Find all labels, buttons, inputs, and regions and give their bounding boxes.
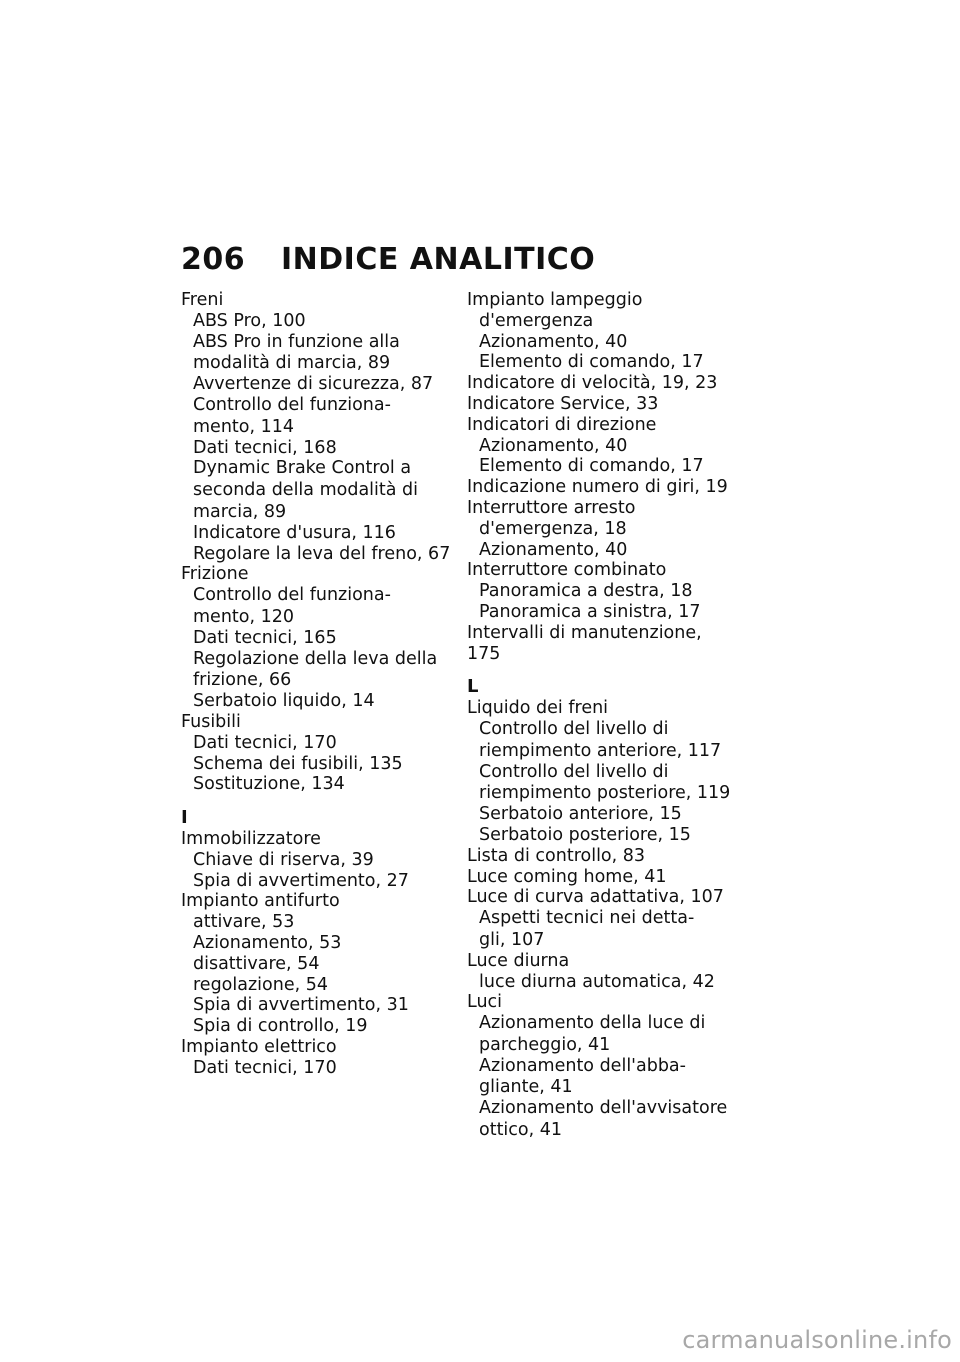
- page-header: [181, 242, 595, 277]
- index-subentry: Regolare la leva del freno, 67: [193, 543, 451, 564]
- index-subentry: modalità di marcia, 89: [193, 353, 391, 374]
- index-subentry: ABS Pro in funzione alla: [193, 331, 400, 352]
- index-subentry: Azionamento dell'abba-: [479, 1055, 686, 1076]
- index-subentry: mento, 114: [193, 416, 295, 437]
- index-subentry: disattivare, 54: [193, 953, 320, 974]
- index-entry: Indicatori di direzione: [467, 414, 657, 435]
- index-entry: Impianto antifurto: [181, 891, 340, 912]
- index-subentry: Chiave di riserva, 39: [193, 849, 374, 870]
- index-subentry: Sostituzione, 134: [193, 774, 345, 795]
- index-subentry: parcheggio, 41: [479, 1034, 611, 1055]
- index-entry: Lista di controllo, 83: [467, 845, 646, 866]
- index-subentry: Indicatore d'usura, 116: [193, 522, 396, 543]
- index-subentry: Elemento di comando, 17: [479, 352, 704, 373]
- index-subentry: Controllo del livello di: [479, 718, 669, 739]
- index-subentry: Azionamento della luce di: [479, 1013, 706, 1034]
- index-subentry: Spia di avvertimento, 27: [193, 870, 409, 891]
- index-entry: Luci: [467, 992, 503, 1013]
- index-entry: Intervalli di manutenzione, 175: [467, 622, 702, 664]
- index-subentry: Controllo del funziona-: [193, 394, 391, 415]
- index-subentry: Aspetti tecnici nei detta-: [479, 908, 695, 929]
- index-subentry: Dati tecnici, 170: [193, 1057, 337, 1078]
- index-entry: Impianto lampeggio: [467, 290, 643, 310]
- index-subentry: ABS Pro, 100: [193, 310, 306, 331]
- index-subentry: Dynamic Brake Control a: [193, 458, 412, 479]
- index-entry: Luce coming home, 41: [467, 866, 667, 887]
- page-number: 206: [181, 242, 246, 277]
- index-subentry: Elemento di comando, 17: [479, 456, 704, 477]
- index-subentry: Controllo del livello di: [479, 761, 669, 782]
- index-subentry: Spia di controllo, 19: [193, 1016, 368, 1037]
- index-subentry: regolazione, 54: [193, 974, 328, 995]
- index-entry: Interruttore arresto: [467, 497, 636, 518]
- page-title: INDICE ANALITICO: [281, 242, 596, 277]
- index-subentry: Azionamento dell'avvisatore: [479, 1098, 728, 1119]
- index-subentry: Panoramica a destra, 18: [479, 581, 693, 602]
- index-entry: Liquido dei freni: [467, 698, 609, 719]
- index-subentry: Azionamento, 40: [479, 539, 628, 560]
- section-gap: [181, 795, 451, 802]
- index-subentry: luce diurna automatica, 42: [479, 971, 715, 992]
- index-entry: Luce diurna: [467, 950, 570, 971]
- index-subentry: d'emergenza, 18: [479, 518, 627, 539]
- index-letter-heading: L: [467, 676, 479, 698]
- index-entry: Freni: [181, 290, 224, 310]
- index-subentry: Dati tecnici, 165: [193, 627, 337, 648]
- index-subentry: Azionamento, 53: [193, 932, 342, 953]
- index-entry: Interruttore combinato: [467, 560, 667, 581]
- index-subentry: riempimento anteriore, 117: [479, 740, 722, 761]
- index-subentry: gliante, 41: [479, 1077, 573, 1098]
- index-letter-heading: I: [181, 807, 188, 829]
- index-entry: Luce di curva adattativa, 107: [467, 887, 724, 908]
- index-entry: Immobilizzatore: [181, 828, 321, 849]
- index-subentry: Azionamento, 40: [479, 435, 628, 456]
- index-subentry: Serbatoio posteriore, 15: [479, 824, 691, 845]
- watermark: carmanualsonline.info: [682, 1326, 952, 1354]
- index-entry: Frizione: [181, 564, 249, 585]
- index-subentry: Spia di avvertimento, 31: [193, 995, 409, 1016]
- index-subentry: Controllo del funziona-: [193, 585, 391, 606]
- index-subentry: Azionamento, 40: [479, 331, 628, 352]
- index-entry: Indicatore Service, 33: [467, 393, 659, 414]
- index-subentry: Schema dei fusibili, 135: [193, 753, 403, 774]
- index-entry: Fusibili: [181, 711, 241, 732]
- index-subentry: Regolazione della leva della: [193, 648, 438, 669]
- index-subentry: mento, 120: [193, 606, 295, 627]
- index-subentry: Panoramica a sinistra, 17: [479, 601, 701, 622]
- index-subentry: d'emergenza: [479, 310, 594, 331]
- index-subentry: ottico, 41: [479, 1120, 563, 1141]
- index-subentry: attivare, 53: [193, 912, 295, 933]
- index-column-left: [181, 290, 451, 1078]
- index-subentry: riempimento posteriore, 119: [479, 783, 731, 804]
- index-subentry: marcia, 89: [193, 501, 287, 522]
- index-subentry: Serbatoio anteriore, 15: [479, 804, 682, 825]
- index-subentry: Dati tecnici, 170: [193, 732, 337, 753]
- index-column-right: [467, 290, 737, 1141]
- index-entry: Indicatore di velocità, 19, 23: [467, 373, 718, 394]
- index-entry: Impianto elettrico: [181, 1036, 337, 1057]
- index-subentry: Avvertenze di sicurezza, 87: [193, 374, 434, 395]
- section-gap: [467, 664, 737, 671]
- index-subentry: seconda della modalità di: [193, 480, 419, 501]
- index-subentry: gli, 107: [479, 929, 545, 950]
- index-subentry: Serbatoio liquido, 14: [193, 691, 375, 712]
- index-subentry: Dati tecnici, 168: [193, 437, 337, 458]
- index-subentry: frizione, 66: [193, 670, 292, 691]
- index-entry: Indicazione numero di giri, 19: [467, 477, 728, 498]
